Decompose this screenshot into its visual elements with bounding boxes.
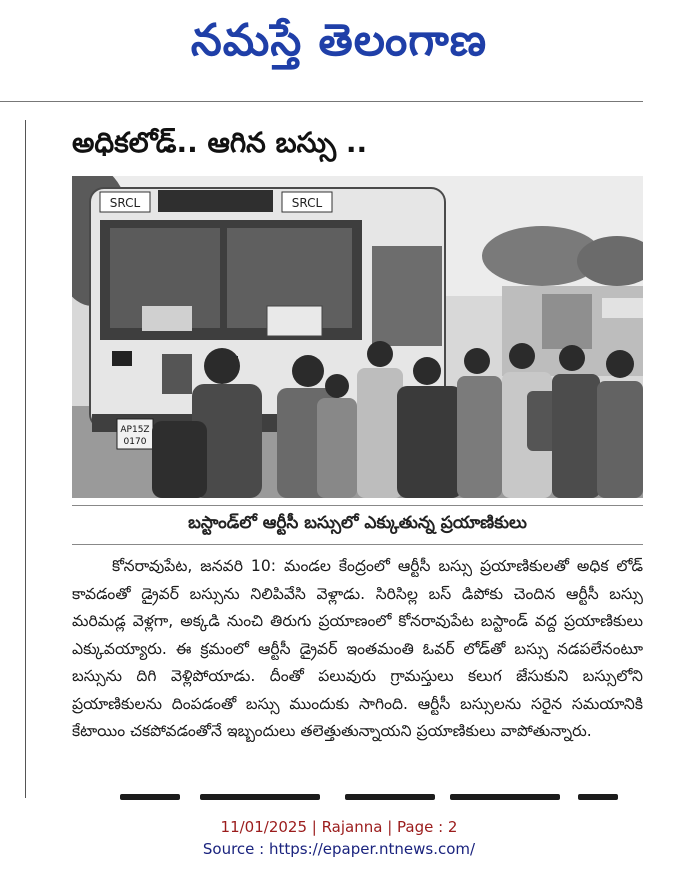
photo-caption-bar [72,505,643,545]
masthead [0,0,678,100]
article-headline: అధికలోడ్.. ఆగిన బస్సు .. [72,126,368,159]
article-body: కోనరావుపేట, జనవరి 10: మండల కేంద్రంలో ఆర్టీసీ బస్సు ప్రయాణికులతో అధిక లోడ్ కావడంతో డ్రైవర్ బస్సును నిలిపివేసి వెళ్లాడు. సిరిసిల్ల బస్ డిపోకు చెందిన ఆర్టీసీ బస్సు మరిమడ్ల వెళ్లగా, అక్కడి నుంచి తిరుగు ప్రయాణంలో కోనరావుపేట బస్టాండ్ వద్ద ప్రయాణికులు ఎక్కువయ్యారు. ఈ క్రమంలో ఆర్టీసీ డ్రైవర్ ఇంతమంతి ఓవర్ లోడ్‌తో బస్సు నడపలేనంటూ బస్సును దిగి వెళ్లిపోయాడు. దీంతో పలువురు గ్రామస్తులు కలుగ జేసుకుని బస్సులోని ప్రయాణికులను దింపడంతో బస్సు ముందుకు సాగింది. ఆర్టీసీ బస్సులను సరైన సమయానికి కేటాయిం చకపోవడంతోనే ఇబ్బందులు తలెత్తుతున్నాయని ప్రయాణికులు వాపోతున్నారు. [72,557,643,740]
footer-date-line: 11/01/2025 | Rajanna | Page : 2 [220,818,458,836]
bus-plate-line1: AP15Z [120,425,150,435]
photo-caption: బస్టాండ్‌లో ఆర్టీసీ బస్సులో ఎక్కుతున్న ప్రయాణికులు [188,513,527,533]
footer-source-line: Source : https://epaper.ntnews.com/ [202,840,476,858]
bus-plate-line2: 0170 [123,437,147,447]
bus-route-label-left: SRCL [109,196,141,210]
next-article-cutoff [100,790,630,800]
column-divider [25,120,26,798]
masthead-divider [0,101,643,102]
bus-route-label-right: SRCL [291,196,323,210]
article-photo [72,176,643,498]
newspaper-logo: నమస్తే తెలంగాణ [190,15,488,66]
